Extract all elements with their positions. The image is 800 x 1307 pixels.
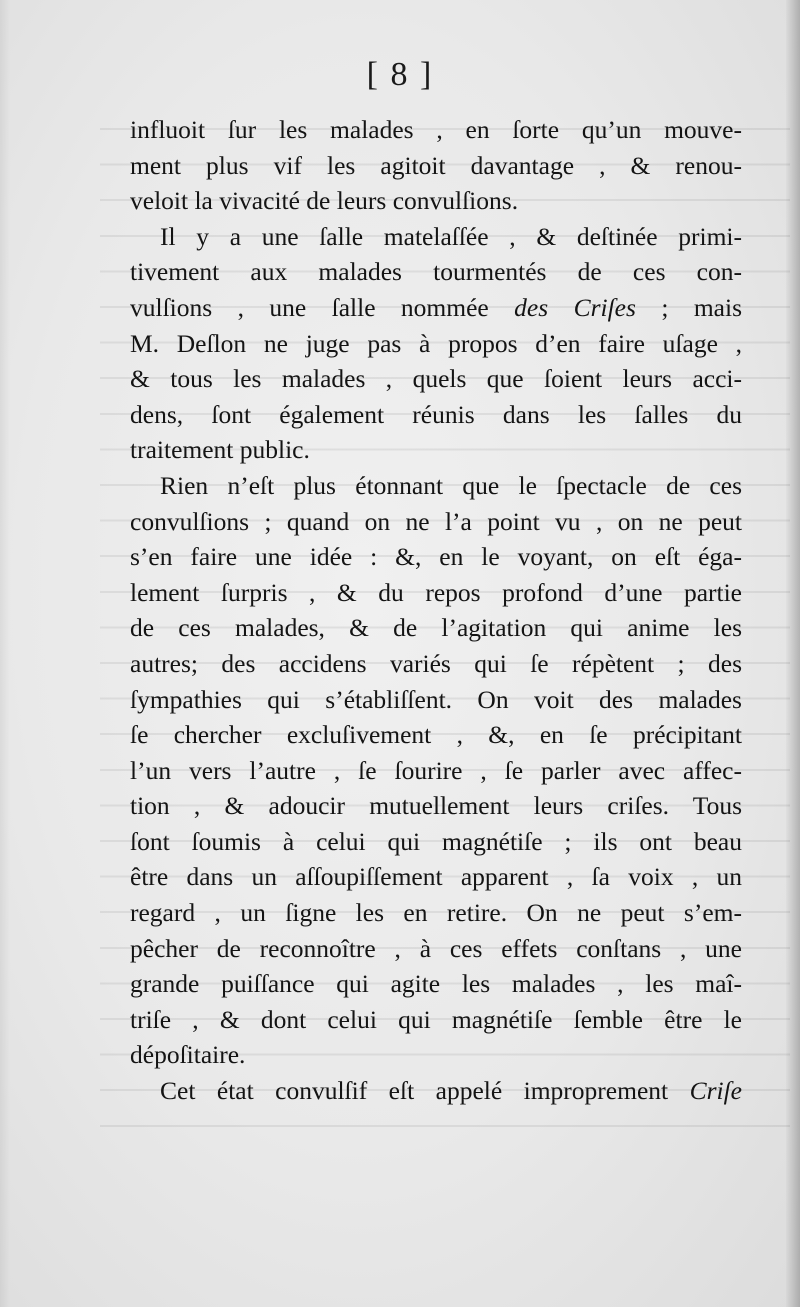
text-line: influoit ſur les malades , en ſorte qu’un mouve-: [130, 115, 742, 144]
text-line: dépoſitaire.: [130, 1040, 246, 1070]
paragraph: [130, 112, 742, 219]
text-line: ſympathies qui s’établiſſent. On voit des malades: [130, 684, 742, 714]
text-line: ment plus vif les agitoit davantage , & renou-: [130, 150, 742, 180]
text-line: tivement aux malades tourmentés de ces con-: [130, 257, 742, 287]
text-line: grande puiſſance qui agite les malades , les maî-: [130, 969, 742, 999]
text-line: veloit la vivacité de leurs convulſions.: [130, 186, 519, 216]
text-line: lement ſurpris , & du repos profond d’une partie: [130, 577, 742, 607]
text-line: tion , & adoucir mutuellement leurs criſes. Tous: [130, 791, 742, 821]
text-line: traitement public.: [130, 435, 310, 465]
text-line: autres; des accidens variés qui ſe répètent ; des: [130, 648, 742, 678]
text-line: Il y a une ſalle matelaſſée , & deſtinée primi-: [160, 221, 742, 251]
text-line: être dans un aſſoupiſſement apparent , ſa voix , un: [130, 862, 742, 892]
italic-term: Criſe: [689, 1076, 742, 1106]
text-line: & tous les malades , quels que ſoient leurs acci-: [130, 364, 742, 394]
text-line: ſont ſoumis à celui qui magnétiſe ; ils ont beau: [130, 826, 742, 856]
text-line: convulſions ; quand on ne l’a point vu , on ne peut: [130, 506, 742, 536]
paragraph: [130, 1073, 742, 1109]
paragraph: [130, 219, 742, 468]
text-segment: vulſions , une ſalle nommée: [130, 292, 515, 322]
page-number: [ 8 ]: [366, 56, 434, 93]
body-text: [130, 112, 742, 1109]
page-edge-shadow: [786, 0, 800, 1307]
text-line: Rien n’eſt plus étonnant que le ſpectacle de ces: [160, 470, 742, 500]
page-gutter-shadow: [0, 0, 10, 1307]
text-line: [130, 290, 742, 326]
text-line: s’en faire une idée : &, en le voyant, on eſt éga-: [130, 542, 742, 572]
text-segment: Cet état convulſif eſt appelé improprement: [160, 1076, 690, 1106]
text-line: de ces malades, & de l’agitation qui anime les: [130, 613, 742, 643]
text-line: l’un vers l’autre , ſe ſourire , ſe parler avec affec-: [130, 755, 742, 785]
text-line: regard , un ſigne les en retire. On ne peut s’em-: [130, 898, 742, 928]
text-line: triſe , & dont celui qui magnétiſe ſemble être le: [130, 1004, 742, 1034]
paragraph: [130, 468, 742, 1073]
text-line: M. Deſlon ne juge pas à propos d’en faire uſage ,: [130, 328, 742, 358]
text-line: [130, 1073, 742, 1109]
text-segment: ; mais: [635, 292, 742, 322]
italic-term: des Criſes: [514, 292, 636, 322]
text-line: pêcher de reconnoître , à ces effets conſtans , une: [130, 933, 742, 963]
text-line: ſe chercher excluſivement , &, en ſe précipitant: [130, 720, 742, 750]
text-line: dens, ſont également réunis dans les ſalles du: [130, 399, 742, 429]
